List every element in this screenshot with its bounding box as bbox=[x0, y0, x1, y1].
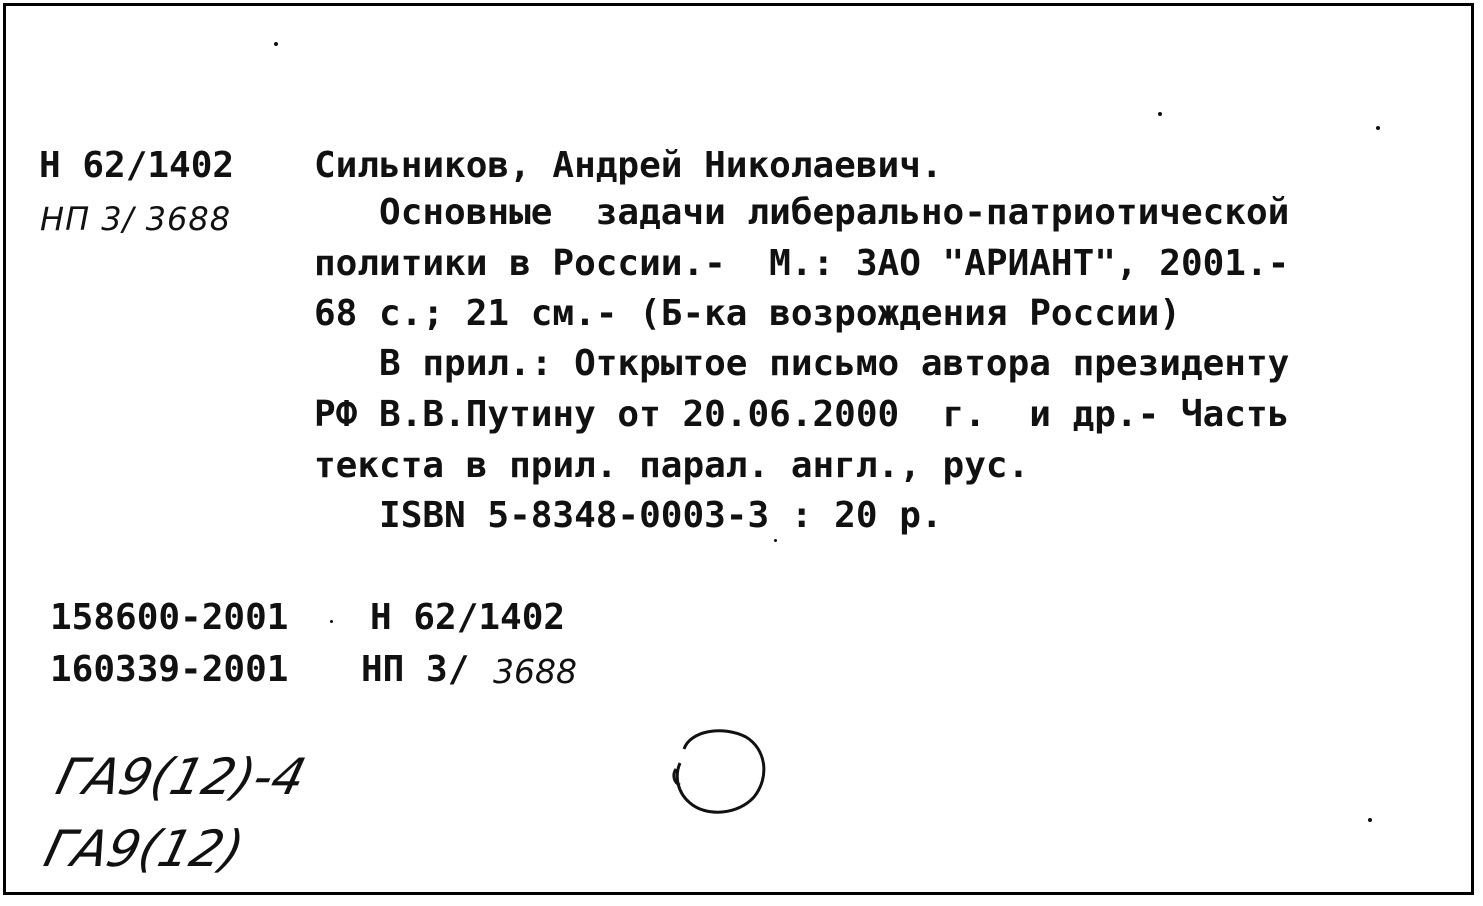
shelf-mark-primary: Н 62/1402 bbox=[39, 145, 235, 186]
punch-hole-icon bbox=[666, 719, 776, 819]
scan-speck bbox=[274, 42, 278, 46]
handwritten-classification-1: ГА9(12)-4 bbox=[50, 748, 312, 806]
catalog-card bbox=[3, 3, 1474, 895]
scan-speck bbox=[330, 620, 333, 623]
author-line: Сильников, Андрей Николаевич. bbox=[314, 145, 943, 186]
entry-line: Основные задачи либерально-патриотической bbox=[314, 192, 1290, 233]
entry-line: РФ В.В.Путину от 20.06.2000 г. и др.- Часть bbox=[314, 394, 1290, 435]
scan-speck bbox=[1376, 126, 1380, 130]
inventory-number: 158600-2001 bbox=[50, 597, 289, 638]
entry-line: 68 с.; 21 см.- (Б-ка возрождения России) bbox=[314, 293, 1181, 334]
entry-line: В прил.: Открытое письмо автора президенту bbox=[314, 343, 1290, 384]
scan-speck bbox=[1368, 818, 1372, 822]
scan-speck bbox=[774, 539, 777, 542]
inventory-code: Н 62/1402 bbox=[370, 597, 566, 638]
shelf-mark-handwritten: НП 3/ 3688 bbox=[40, 200, 232, 238]
entry-line: текста в прил. парал. англ., рус. bbox=[314, 445, 1030, 486]
handwritten-classification-2: ГА9(12) bbox=[38, 820, 250, 878]
inventory-number: 160339-2001 bbox=[50, 649, 289, 690]
entry-line: политики в России.- М.: ЗАО "АРИАНТ", 2001.- bbox=[314, 243, 1290, 284]
inventory-code: НП 3/ bbox=[361, 649, 470, 690]
scan-speck bbox=[1158, 112, 1162, 116]
isbn-line: ISBN 5-8348-0003-3 : 20 р. bbox=[314, 495, 943, 536]
inventory-code-handwritten: 3688 bbox=[493, 652, 577, 691]
